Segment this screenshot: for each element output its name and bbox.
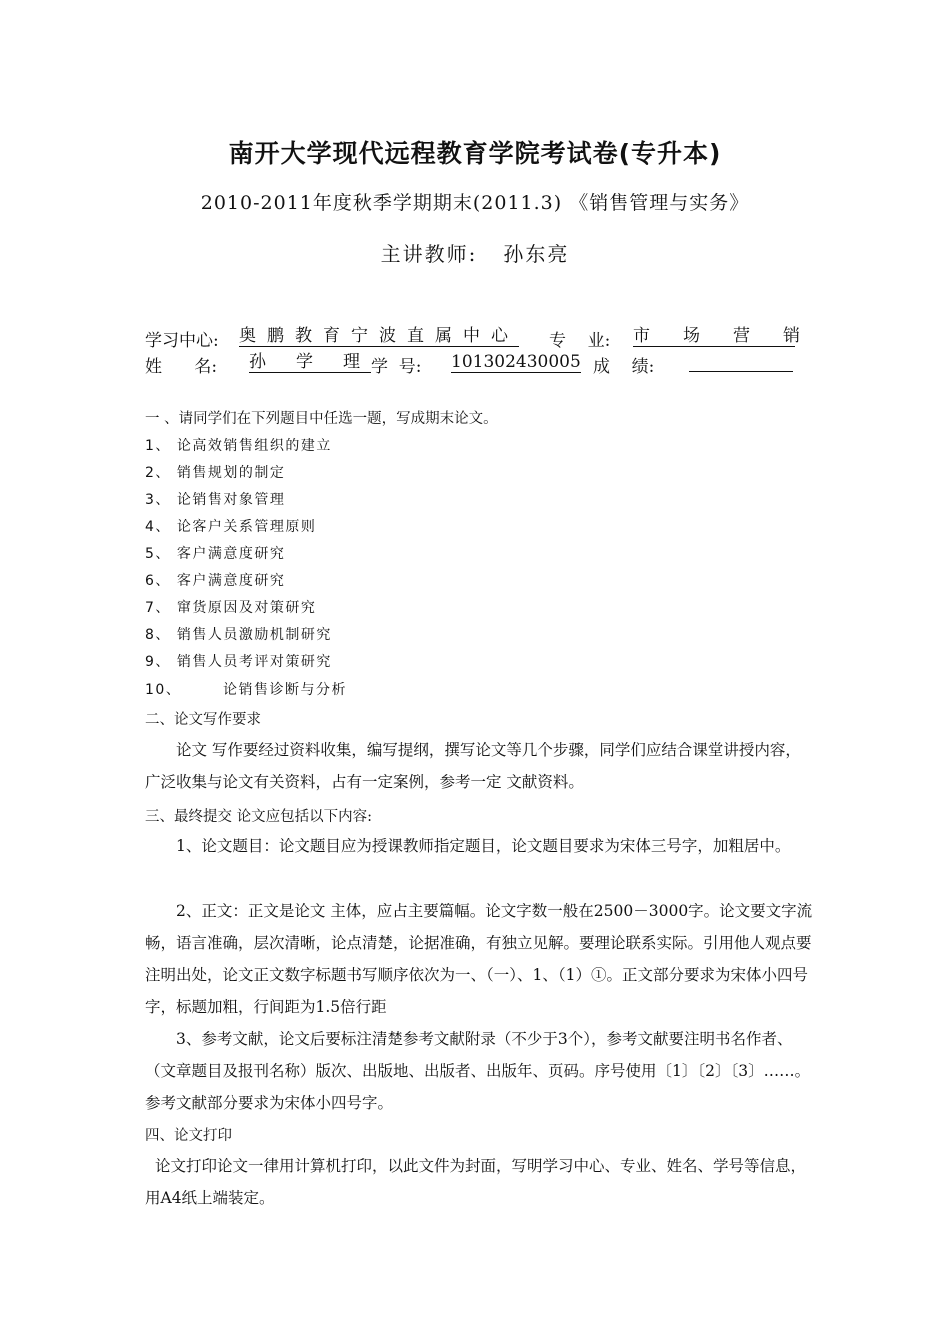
section-4-heading: 四、论文打印 bbox=[145, 1128, 232, 1144]
section-1-heading: 一 、请同学们在下列题目中任选一题，写成期末论文。 bbox=[145, 411, 498, 427]
major-label: 专 业: bbox=[549, 331, 611, 351]
section-4-paragraph: 论文打印论文一律用计算机打印，以此文件为封面，写明学习中心、专业、姓名、学号等信息，用A4纸上端装定。 bbox=[145, 1157, 807, 1207]
topic-item: 7、 窜货原因及对策研究 bbox=[145, 600, 317, 616]
topic-item: 1、 论高效销售组织的建立 bbox=[145, 438, 332, 454]
topic-item: 4、 论客户关系管理原则 bbox=[145, 519, 317, 535]
name-label: 姓 名: bbox=[145, 357, 218, 377]
page-title: 南开大学现代远程教育学院考试卷(专升本) bbox=[228, 139, 722, 168]
score-label: 成 绩: bbox=[593, 357, 655, 377]
score-value bbox=[689, 352, 793, 372]
topic-item: 5、 客户满意度研究 bbox=[145, 546, 286, 562]
center-label: 学习中心: bbox=[145, 331, 219, 351]
section-3-item-3: 3、参考文献，论文后要标注清楚参考文献附录（不少于3个），参考文献要注明书名作者、（文章题目及报刊名称）版次、出版地、出版者、出版年、页码。序号使用〔1〕〔2〕〔3〕……。 参考文献部分要求为宋体小四号字。 bbox=[145, 1030, 811, 1112]
topic-item: 8、 销售人员激励机制研究 bbox=[145, 627, 332, 643]
id-value: 101302430005 bbox=[451, 352, 581, 372]
section-2-heading: 二、论文写作要求 bbox=[145, 712, 261, 728]
topic-item: 10、 论销售诊断与分析 bbox=[145, 682, 347, 698]
id-label: 学 号: bbox=[371, 357, 422, 377]
section-2-paragraph: 论文 写作要经过资料收集，编写提纲，撰写论文等几个步骤，同学们应结合课堂讲授内容，广泛收集与论文有关资料，占有一定案例，参考一定 文献资料。 bbox=[145, 741, 801, 791]
center-value: 奥鹏教育宁波直属中心 bbox=[239, 326, 519, 346]
major-value: 市场营销 bbox=[633, 326, 833, 346]
teacher-line bbox=[0, 238, 950, 267]
topic-item: 2、 销售规划的制定 bbox=[145, 465, 286, 481]
teacher-name: 孙东亮 bbox=[503, 242, 570, 266]
topic-item: 6、 客户满意度研究 bbox=[145, 573, 286, 589]
name-value: 孙学理 bbox=[249, 352, 390, 372]
section-3-heading: 三、最终提交 论文应包括以下内容: bbox=[145, 809, 372, 825]
topic-item: 9、 销售人员考评对策研究 bbox=[145, 654, 332, 670]
page-subtitle: 2010-2011年度秋季学期期末(2011.3) 《销售管理与实务》 bbox=[200, 192, 750, 214]
section-3-item-1: 1、论文题目：论文题目应为授课教师指定题目，论文题目要求为宋体三号字，加粗居中。 bbox=[176, 837, 791, 855]
topic-item: 3、 论销售对象管理 bbox=[145, 492, 286, 508]
teacher-label: 主讲教师: bbox=[380, 242, 478, 266]
section-3-item-2: 2、正文：正文是论文 主体，应占主要篇幅。论文字数一般在2500－3000字。论文要文字流畅，语言准确，层次清晰，论点清楚，论据准确，有独立见解。要理论联系实际。引用他人观点要注明出处，论文正文数字标题书写顺序依次为一、（一）、1、（1）①。正文部分要求为宋体小四号字，标题加粗，行间距为1.5倍行距 bbox=[145, 902, 813, 1016]
